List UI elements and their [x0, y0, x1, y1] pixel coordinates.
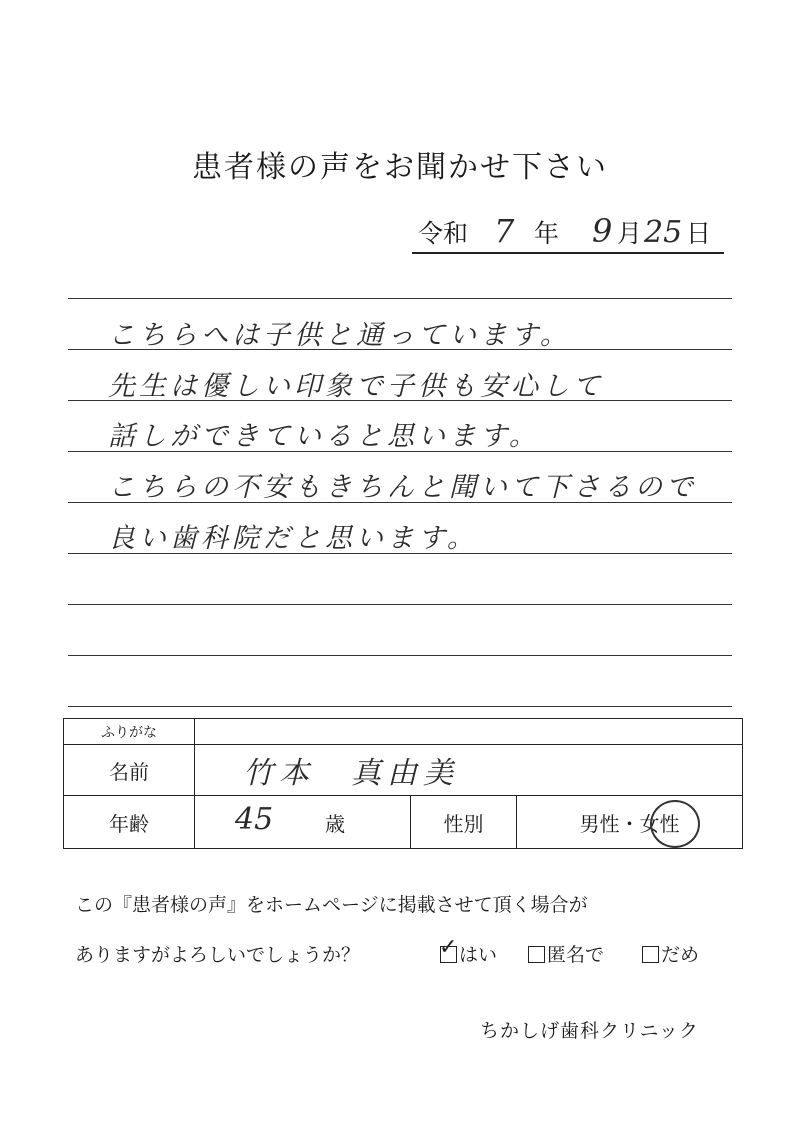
- patient-info-table: [63, 718, 743, 849]
- date-day-value: 25: [644, 215, 683, 250]
- name-field[interactable]: 竹本 真由美: [195, 745, 743, 796]
- comment-line-3: 話しができていると思います。: [108, 421, 540, 452]
- date-era: 令和: [418, 219, 469, 248]
- consent-question-line-1: この『患者様の声』をホームページに掲載させて頂く場合が: [75, 894, 588, 916]
- page-title: 患者様の声をお聞かせ下さい: [192, 150, 608, 185]
- consent-option-yes[interactable]: [439, 935, 498, 967]
- clinic-name: ちかしげ歯科クリニック: [480, 1020, 699, 1042]
- checkbox-yes[interactable]: [439, 935, 458, 963]
- gender-field[interactable]: [517, 796, 743, 849]
- ruled-line: [68, 298, 732, 299]
- comment-line-2: 先生は優しい印象で子供も安心して: [108, 371, 604, 402]
- date-year-unit: 年: [534, 219, 560, 248]
- age-field[interactable]: [195, 796, 411, 849]
- option-yes-label: はい: [459, 944, 498, 966]
- date-month-unit: 月: [617, 219, 643, 248]
- consent-option-anonymous[interactable]: [528, 940, 604, 967]
- age-value: 45: [235, 802, 274, 837]
- gender-options: 男性・女性: [579, 811, 680, 836]
- checkbox-no[interactable]: [642, 946, 659, 963]
- consent-question-line-2: ありますがよろしいでしょうか？: [75, 944, 361, 966]
- consent-option-no[interactable]: [642, 940, 699, 967]
- ruled-line: [68, 604, 732, 605]
- date-year-value: 7: [494, 212, 515, 250]
- age-unit: 歳: [325, 812, 345, 836]
- option-no-label: だめ: [661, 944, 700, 966]
- checkbox-anonymous[interactable]: [528, 946, 545, 963]
- name-label: 名前: [64, 745, 195, 796]
- gender-label: 性別: [411, 796, 517, 849]
- comment-line-1: こちらへは子供と通っています。: [108, 320, 571, 351]
- date-field: [412, 212, 724, 254]
- age-label: 年齢: [64, 796, 195, 849]
- comment-line-5: 良い歯科院だと思います。: [108, 523, 478, 554]
- ruled-line: [68, 706, 732, 707]
- furigana-field[interactable]: [195, 719, 743, 745]
- date-day-unit: 日: [686, 219, 712, 248]
- option-anonymous-label: 匿名で: [547, 944, 605, 966]
- date-month-value: 9: [592, 212, 613, 250]
- selected-gender-circle: [650, 800, 700, 848]
- ruled-line: [68, 655, 732, 656]
- comment-line-4: こちらの不安もきちんと聞いて下さるので: [108, 472, 697, 503]
- checkmark-icon: ✓: [439, 935, 458, 960]
- furigana-label: ふりがな: [64, 719, 195, 745]
